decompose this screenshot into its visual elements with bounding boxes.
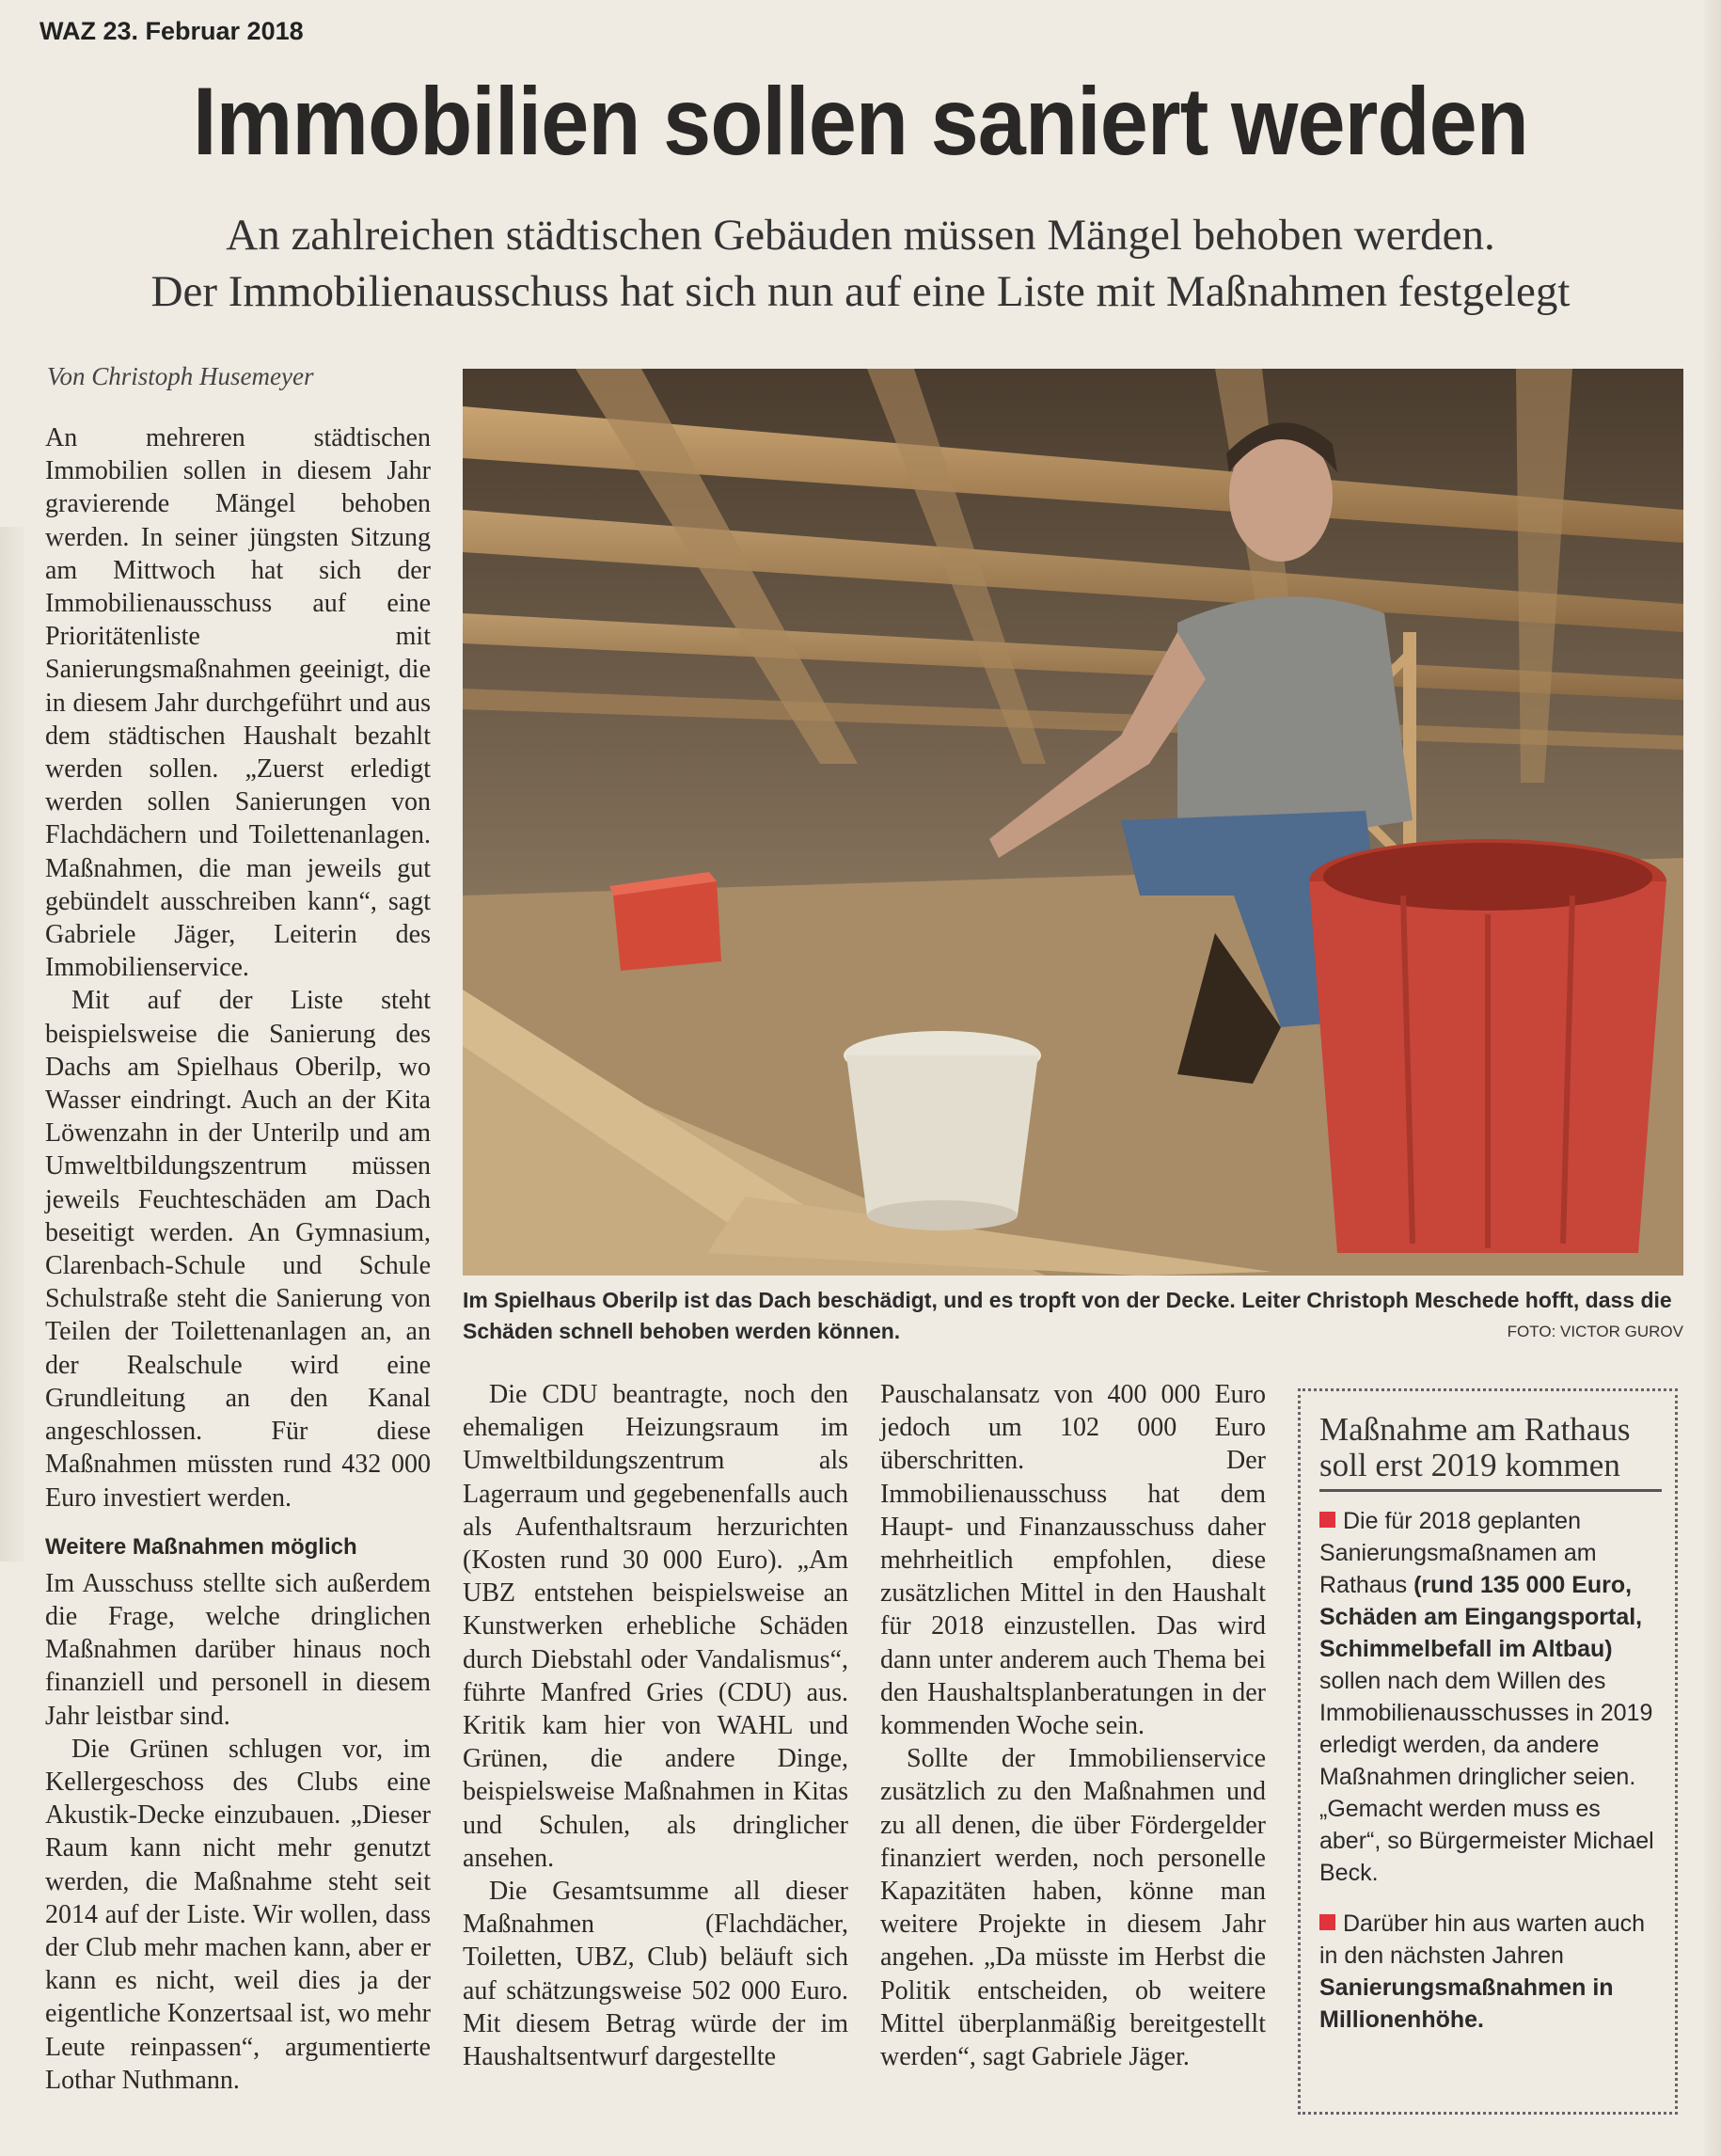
headline: Immobilien sollen saniert werden [193,68,1528,175]
info-text: sollen nach dem Willen des Immobilienausschusses in 2019 erledigt werden, da andere Maßnahmen dringlicher seien. „Gemacht werden muss es aber“, so Bürgermeister Michael Beck. [1319,1668,1654,1886]
article-paragraph: Die Grünen schlugen vor, im Kellergeschoss des Clubs eine Akustik-Decke einzubauen. „Dieser Raum kann nicht mehr genutzt werden, die Maßnahme steht seit 2014 auf der Liste. Wir wollen, dass der Club mehr machen kann, aber er kann es nicht, weil dies ja der eigentliche Konzertsaal ist, wo mehr Leute reinpassen“, argumentierte Lothar Nuthmann. [45,1734,431,2095]
info-text: Die für 2018 geplanten Sanierungsmaßnamen am Rathaus [1319,1508,1597,1598]
article-column-3 [880,1378,1266,2073]
subheadline [0,207,1721,320]
subheadline-line-1: An zahlreichen städtischen Gebäuden müssen Mängel behoben werden. [226,211,1495,260]
info-text-bold: (rund 135 000 Euro, Schäden am Eingangsportal, Schimmelbefall im Altbau) [1319,1572,1643,1662]
red-square-bullet-icon [1319,1512,1335,1528]
article-paragraph: Die Gesamtsumme all dieser Maßnahmen (Flachdächer, Toiletten, UBZ, Club) beläuft sich auf schätzungsweise 502 000 Euro. Mit diesem Betrag würde der im Haushaltsentwurf dargestellte [463,1877,848,2072]
info-box-item [1319,1908,1662,2036]
red-square-bullet-icon [1319,1914,1335,1930]
adjacent-page-bleed-left [0,527,24,1562]
subheadline-line-2: Der Immobilienausschuss hat sich nun auf eine Liste mit Maßnahmen festgelegt [150,267,1571,316]
info-text: Darüber hin aus warten auch in den nächsten Jahren [1319,1910,1646,1969]
article-paragraph: Sollte der Immobilienservice zusätzlich zu den Maßnahmen und zu all denen, die über Fördergelder finanziert werden, noch personelle Kapazitäten haben, könne man weitere Projekte in diesem Jahr angehen. „Da müsste im Herbst die Politik entscheiden, ob weitere Mittel überplanmäßig bereitgestellt werden“, sagt Gabriele Jäger. [880,1744,1266,2072]
article-column-1 [45,421,431,2097]
article-column-2 [463,1378,848,2073]
article-subheading: Weitere Maßnahmen möglich [45,1533,357,1560]
article-paragraph: Die CDU beantragte, noch den ehemaligen Heizungsraum im Umweltbildungszentrum als Lagerraum und gegebenenfalls auch als Aufenthaltsraum herzurichten (Kosten rund 30 000 Euro). „Am UBZ entstehen beispielsweise an Kunstwerken erhebliche Schäden durch Diebstahl oder Vandalismus“, führte Manfred Gries (CDU) aus. Kritik kam hier von WAHL und Grünen, die andere Dinge, beispielsweise Maßnahmen in Kitas und Schulen, als dringlicher ansehen. [463,1380,848,1873]
info-box-title: Maßnahme am Rathaus soll erst 2019 kommen [1319,1412,1662,1492]
adjacent-page-bleed-right [1704,0,1721,2156]
article-paragraph: An mehreren städtischen Immobilien sollen in diesem Jahr gravierende Mängel behoben werden. In seiner jüngsten Sitzung am Mittwoch hat sich der Immobilienausschuss auf eine Prioritätenliste mit Sanierungsmaßnahmen geeinigt, die in diesem Jahr durchgeführt und aus dem städtischen Haushalt bezahlt werden sollen. „Zuerst erledigt werden sollen Sanierungen von Flachdächern und Toilettenanlagen. Maßnahmen, die man jeweils gut gebündelt ausschreiben kann“, sagt Gabriele Jäger, Leiterin des Immobilienservice. [45,423,431,983]
info-box-item [1319,1505,1662,1889]
dateline: WAZ 23. Februar 2018 [39,17,304,45]
article-paragraph: Im Ausschuss stellte sich außerdem die Frage, welche dringlichen Maßnahmen darüber hinaus noch finanziell und personell in diesem Jahr leistbar sind. [45,1568,431,1731]
article-photo [463,369,1683,1276]
article-paragraph: Mit auf der Liste steht beispielsweise die Sanierung des Dachs am Spielhaus Oberilp, wo Wasser eindringt. Auch an der Kita Löwenzahn in der Unterilp und am Umweltbildungszentrum müssen jeweils Feuchteschäden am Dach beseitigt werden. An Gymnasium, Clarenbach-Schule und Schule Schulstraße steht die Sanierung von Teilen der Toilettenanlagen an, an der Realschule wird eine Grundleitung an den Kanal angeschlossen. Für diese Maßnahmen müssten rund 432 000 Euro investiert werden. [45,986,431,1513]
photo-caption: Im Spielhaus Oberilp ist das Dach beschädigt, und es tropft von der Decke. Leiter Christoph Meschede hofft, dass die Schäden schnell behoben werden können. [463,1288,1672,1343]
byline: Von Christoph Husemeyer [47,362,314,390]
article-paragraph: Pauschalansatz von 400 000 Euro jedoch um 102 000 Euro überschritten. Der Immobilienausschuss hat dem Haupt- und Finanzausschuss daher mehrheitlich empfohlen, diese zusätzlichen Mittel in den Haushalt für 2018 einzustellen. Das wird dann unter anderem auch Thema bei den Haushaltsplanberatungen in der kommenden Woche sein. [880,1380,1266,1741]
info-text-bold: Sanierungsmaßnahmen in Millionenhöhe. [1319,1974,1614,2033]
info-box [1298,1388,1678,2115]
photo-credit: FOTO: VICTOR GUROV [1507,1323,1683,1340]
